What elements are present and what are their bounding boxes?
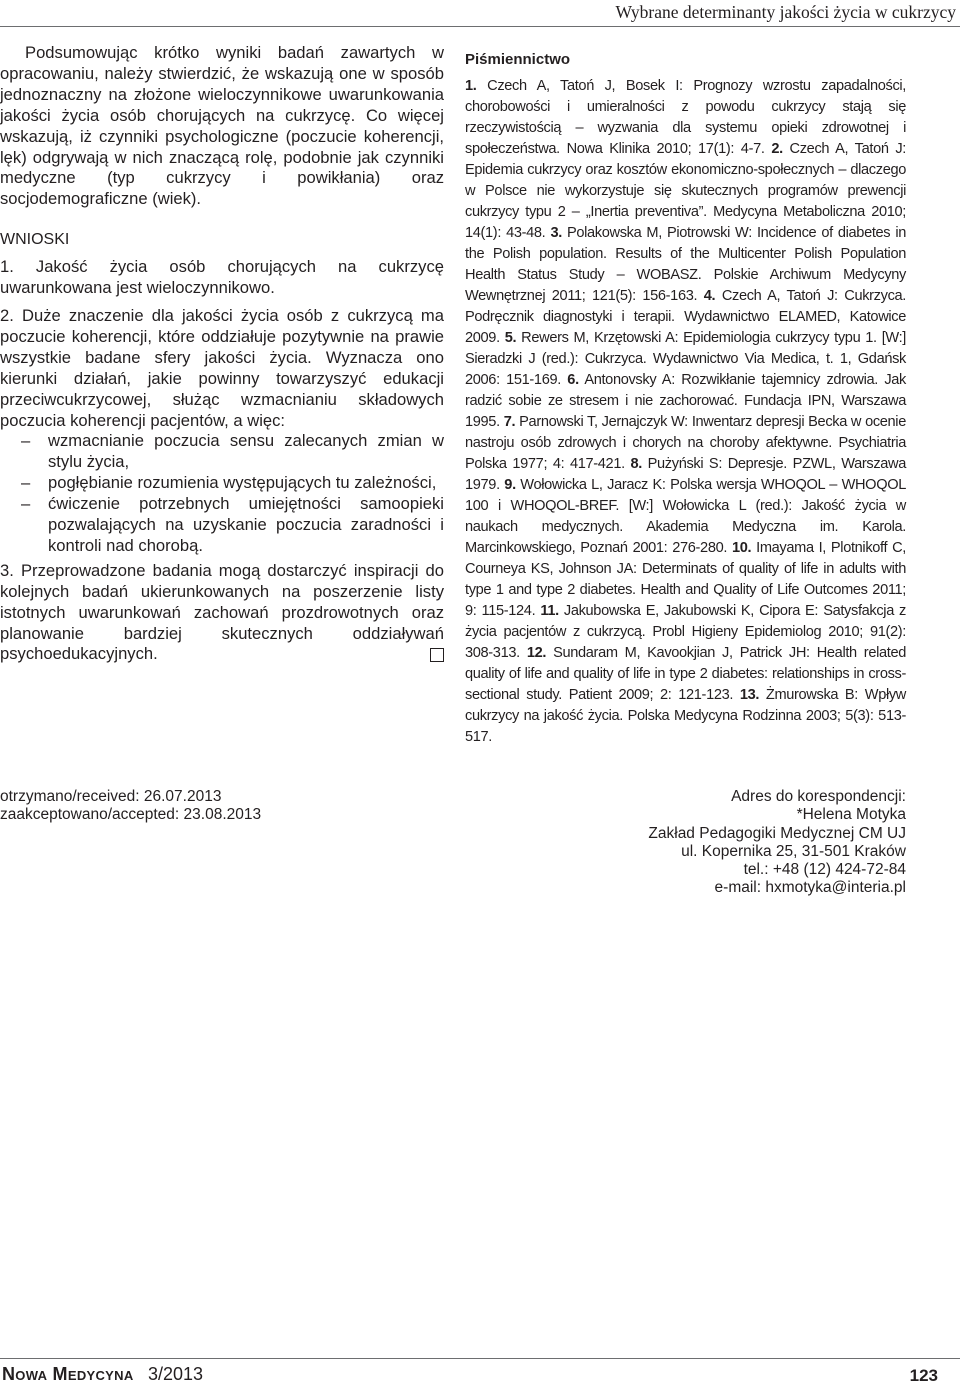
main-text-column <box>0 43 444 672</box>
reference-number: 2. <box>771 141 783 157</box>
dash-list-item <box>0 473 444 494</box>
journal-name: Nowa Medycyna <box>2 1364 134 1384</box>
references-list <box>465 76 906 748</box>
reference-text: Polakowska M, Piotrowski W: Incidence of diabetes in the Polish population. Results of the Multicenter Polish Population Health Status Study – WOBASZ. Polskie Archiwum Medycyny Wewnętrznej 2011; 121(5): 156-163. <box>465 225 906 304</box>
conclusion-number: 3. <box>0 560 14 580</box>
reference-text: Antonovsky A: Rozwikłanie tajemnicy zdrowia. Jak radzić sobie ze stresem i nie zachorować. Fundacja IPN, Warszawa 1995. <box>465 372 906 430</box>
references-heading: Piśmiennictwo <box>465 51 571 68</box>
reference-text: Czech A, Tatoń J: Cukrzyca. Podręcznik diagnostyki i terapii. Wydawnictwo ELAMED, Katowice 2009. <box>465 288 906 346</box>
dash-marker: – <box>21 431 31 451</box>
page-number: 123 <box>909 1366 938 1385</box>
reference-number: 4. <box>703 288 716 304</box>
reference-number: 7. <box>503 414 516 430</box>
reference-text: Czech A, Tatoń J, Bosek I: Prognozy wzrostu zapadalności, chorobowości i umieralności z powodu cukrzycy stają się rzeczywistością – wyzwania dla systemu opieki zdrowotnej i społeczeństwa. Nowa Klinika 2010; 17(1): 4-7. <box>465 78 906 157</box>
correspondence-institution: Zakład Pedagogiki Medycznej CM UJ <box>648 824 906 842</box>
reference-number: 10. <box>731 540 752 556</box>
dash-list-item <box>0 431 444 473</box>
reference-text: Żmurowska B: Wpływ cukrzycy na jakość życia. Polska Medycyna Rodzinna 2003; 5(3): 513-517. <box>465 687 906 745</box>
reference-number: 9. <box>504 477 516 493</box>
dash-item-text: ćwiczenie potrzebnych umiejętności samoopieki pozwalających na uzyskanie poczucia zaradności i kontroli nad chorobą. <box>48 494 444 555</box>
reference-number: 6. <box>567 372 579 388</box>
running-title: Wybrane determinanty jakości życia w cukrzycy <box>615 2 956 22</box>
correspondence-street: ul. Kopernika 25, 31-501 Kraków <box>681 842 906 860</box>
accepted-date: zaakceptowano/accepted: 23.08.2013 <box>0 806 262 823</box>
reference-text: Wołowicka L, Jaracz K: Polska wersja WHOQOL – WHOQOL 100 i WHOQOL-BREF. [W:] Wołowicka L (red.): Jakość życia w naukach medycznych. Akademia Medyczna im. Karola. Marcinkowskiego, Poznań 2001: 276-280. <box>465 477 906 556</box>
reference-number: 1. <box>465 78 477 94</box>
correspondence-address <box>648 788 906 898</box>
correspondence-name: *Helena Motyka <box>796 806 906 824</box>
received-date: otrzymano/received: 26.07.2013 <box>0 788 222 805</box>
reference-number: 3. <box>550 225 562 241</box>
dash-marker: – <box>21 473 31 493</box>
conclusion-text: Przeprowadzone badania mogą dostarczyć inspiracji do kolejnych badań ukierunkowanych na poszerzenie listy istotnych uwarunkowań zachowań prozdrowotnych oraz planowanie bardziej skutecznych oddziaływań psychoedukacyjnych. <box>0 560 444 664</box>
dash-list-item <box>0 494 444 557</box>
conclusion-item-2 <box>0 306 444 431</box>
reference-text: Parnowski T, Jernajczyk W: Inwentarz depresji Becka w ocenie nastroju osób zdrowych i chorych na choroby afektywne. Psychiatria Polska 1977; 4: 417-421. <box>465 414 906 472</box>
conclusion-text: Jakość życia osób chorujących na cukrzycę uwarunkowana jest wieloczynnikowo. <box>0 257 444 298</box>
correspondence-heading: Adres do korespondencji: <box>731 788 906 805</box>
conclusion-number: 2. <box>0 305 14 325</box>
reference-text: Rewers M, Krzętowski A: Epidemiologia cukrzycy typu 1. [W:] Sieradzki J (red.): Cukrzyca. Wydawnictwo Via Medica, t. 1, Gdańsk 2006: 151-169. <box>465 330 906 388</box>
conclusion-number: 1. <box>0 257 14 277</box>
reference-text: Imayama I, Plotnikoff C, Courneya KS, Johnson JA: Determinats of quality of life in adults with type 1 and type 2 diabetes. Health and Quality of Life Outcomes 2011; 9: 115-124. <box>465 540 906 619</box>
summary-paragraph: Podsumowując krótko wyniki badań zawartych w opracowaniu, należy stwierdzić, że wskazują one w sposób jednoznaczny na złożone wieloczynnikowe uwarunkowania jakości życia osób chorujących na cukrzycę. Co więcej wskazują, iż czynniki psychologiczne (poczucie koherencji, lęk) odgrywają w nich znaczącą rolę, podobnie jak czynniki medyczne (typ cukrzycy i powikłania) oraz socjodemograficzne (wiek). <box>0 43 444 209</box>
reference-text: Jakubowska E, Jakubowski K, Cipora E: Satysfakcja z życia pacjentów z cukrzycą. Probl Higieny Epidemiolog 2010; 91(2): 308-313. <box>465 603 906 661</box>
correspondence-phone: tel.: +48 (12) 424-72-84 <box>743 861 906 879</box>
reference-text: Pużyński S: Depresje. PZWL, Warszawa 1979. <box>465 456 906 493</box>
footer-rule <box>0 1358 960 1359</box>
reference-text: Czech A, Tatoń J: Epidemia cukrzycy oraz kosztów ekonomiczno-społecznych – dlaczego w Polsce nie wykorzystuje się skutecznych programów prewencji cukrzycy typu 2 – „Inertia preventiva”. Medycyna Metaboliczna 2010; 14(1): 43-48. <box>465 141 906 241</box>
end-of-article-square-icon <box>430 648 444 662</box>
reference-number: 11. <box>540 603 559 619</box>
reference-text: Sundaram M, Kavookjian J, Patrick JH: Health related quality of life and quality of life in type 2 diabetes: relationships in cross-sectional study. Patient 2009; 2: 121-123. <box>465 645 906 703</box>
reference-number: 8. <box>630 456 642 472</box>
conclusion-item-1 <box>0 257 444 299</box>
dash-item-text: pogłębianie rozumienia występujących tu zależności, <box>48 473 437 493</box>
conclusions-heading: WNIOSKI <box>0 231 70 249</box>
reference-number: 5. <box>504 330 517 346</box>
conclusion-text: Duże znaczenie dla jakości życia osób z cukrzycą ma poczucie koherencji, które oddziałuje pozytywnie na prawie wszystkie badane sfery jakości życia. Wyznacza ono kierunki działań, jakie powinny towarzyszyć edukacji przeciwcukrzycowej, służąc wzmacnianiu składowych poczucia koherencji pacjentów, a więc: <box>0 305 444 430</box>
references-column <box>465 49 906 748</box>
dash-item-text: wzmacnianie poczucia sensu zalecanych zmian w stylu życia, <box>48 431 444 472</box>
journal-issue: 3/2013 <box>148 1364 204 1384</box>
conclusion-item-3 <box>0 561 444 666</box>
header-rule <box>0 26 960 27</box>
reference-number: 12. <box>526 645 547 661</box>
submission-dates <box>0 788 261 824</box>
dash-marker: – <box>21 494 31 514</box>
correspondence-email: e-mail: hxmotyka@interia.pl <box>714 879 906 897</box>
reference-number: 13. <box>739 687 760 703</box>
